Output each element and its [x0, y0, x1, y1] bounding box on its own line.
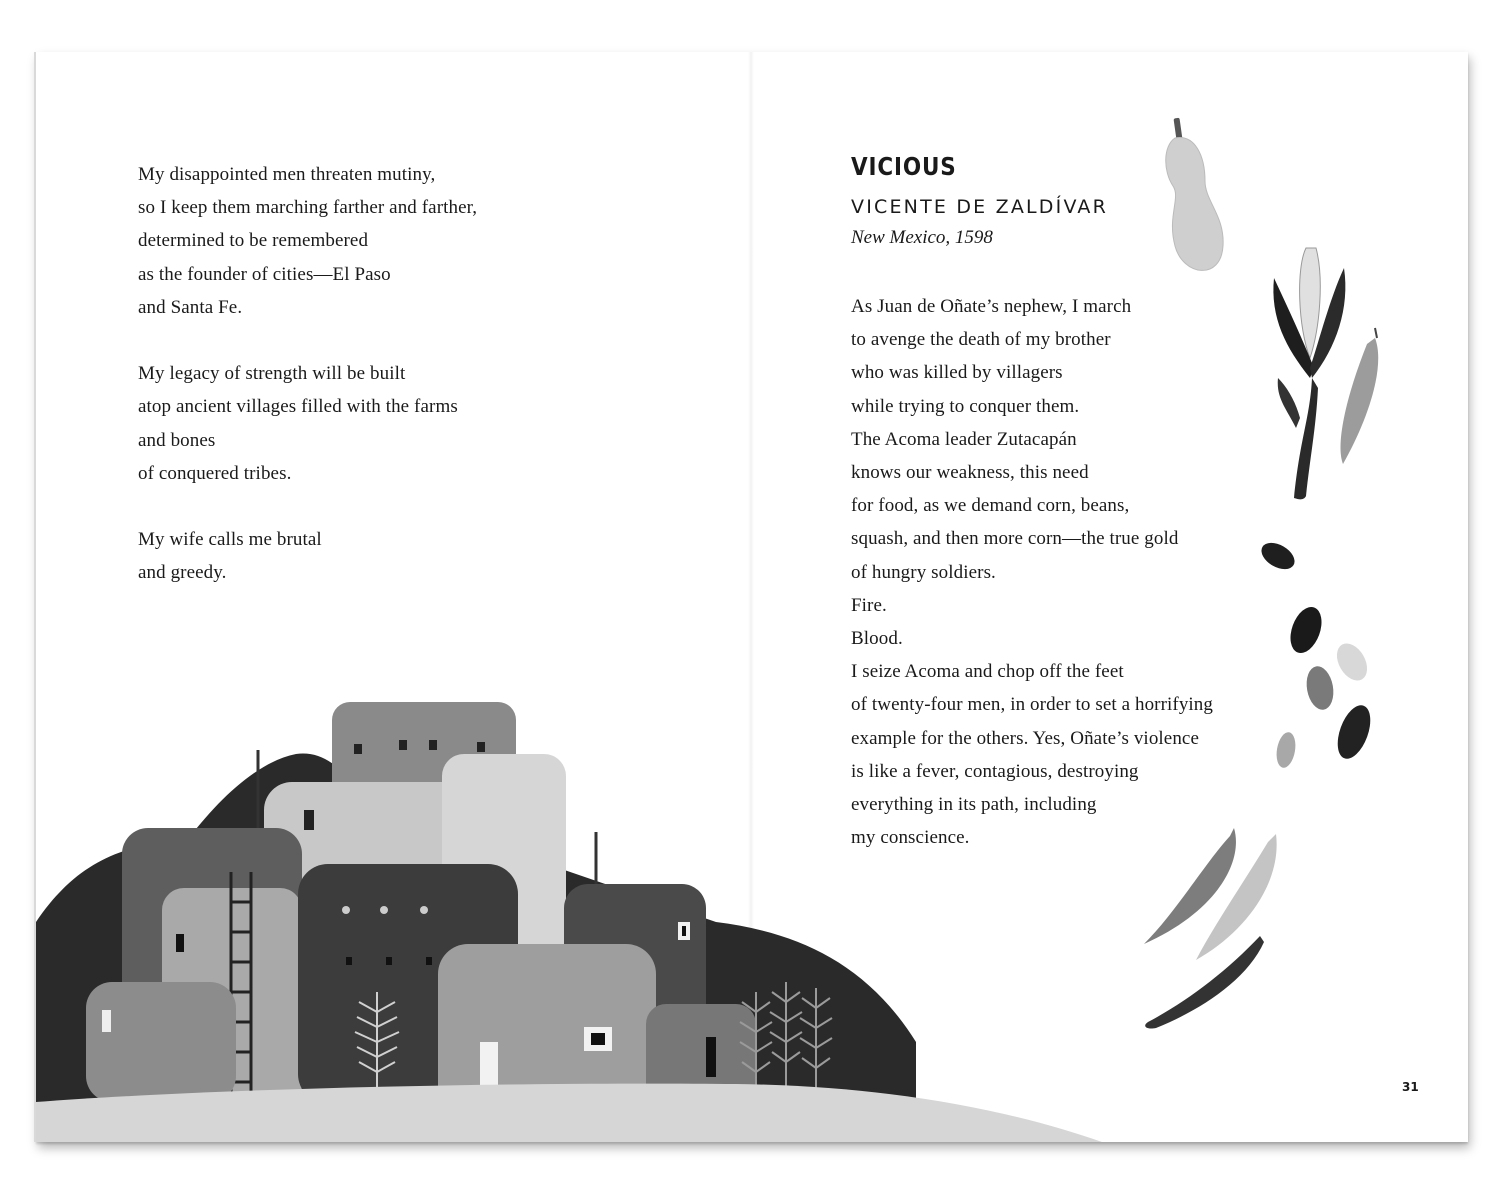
- poem-line: atop ancient villages filled with the farms: [138, 396, 458, 418]
- poem-line: I seize Acoma and chop off the feet: [851, 661, 1124, 683]
- poem-line: for food, as we demand corn, beans,: [851, 495, 1130, 517]
- poem-line: to avenge the death of my brother: [851, 329, 1111, 351]
- poem-speaker: VICENTE DE ZALDÍVAR: [851, 196, 1109, 218]
- poem-title: VICIOUS: [851, 152, 957, 181]
- left-page-poem: [138, 158, 477, 590]
- stanza-break: [138, 324, 477, 357]
- poem-line: and greedy.: [138, 562, 227, 584]
- chili-pepper-icon: [1136, 822, 1286, 1032]
- poem-line: everything in its path, including: [851, 794, 1097, 816]
- poem-line: determined to be remembered: [138, 230, 369, 252]
- poem-line: example for the others. Yes, Oñate’s violence: [851, 727, 1199, 749]
- stanza-break: [138, 490, 477, 523]
- chili-pepper-icon: [1331, 324, 1391, 474]
- poem-line: Fire.: [851, 594, 887, 616]
- poem-line: My wife calls me brutal: [138, 529, 322, 551]
- poem-line: who was killed by villagers: [851, 362, 1063, 384]
- poem-line: is like a fever, contagious, destroying: [851, 760, 1139, 782]
- page-number: 31: [1402, 1080, 1419, 1094]
- poem-line: and bones: [138, 429, 216, 451]
- poem-line: while trying to conquer them.: [851, 395, 1080, 417]
- poem-line: My disappointed men threaten mutiny,: [138, 164, 436, 185]
- poem-line: my conscience.: [851, 827, 970, 849]
- book-spread: [36, 52, 1468, 1142]
- bean-icon: [1256, 532, 1386, 782]
- poem-line: Blood.: [851, 628, 903, 650]
- poem-line: of hungry soldiers.: [851, 561, 996, 583]
- poem-line: so I keep them marching farther and farther,: [138, 197, 478, 219]
- poem-line: of twenty-four men, in order to set a horrifying: [851, 694, 1214, 716]
- poem-line: of conquered tribes.: [138, 462, 292, 484]
- poem-place-date: New Mexico, 1598: [851, 227, 993, 248]
- right-page-poem: [851, 290, 1213, 854]
- poem-line: squash, and then more corn—the true gold: [851, 528, 1179, 550]
- poem-line: knows our weakness, this need: [851, 462, 1089, 484]
- squash-icon: [1161, 116, 1241, 286]
- poem-line: and Santa Fe.: [138, 296, 243, 318]
- poem-line: The Acoma leader Zutacapán: [851, 428, 1077, 450]
- poem-line: as the founder of cities—El Paso: [138, 263, 391, 285]
- poem-line: My legacy of strength will be built: [138, 363, 406, 385]
- poem-line: As Juan de Oñate’s nephew, I march: [851, 296, 1132, 317]
